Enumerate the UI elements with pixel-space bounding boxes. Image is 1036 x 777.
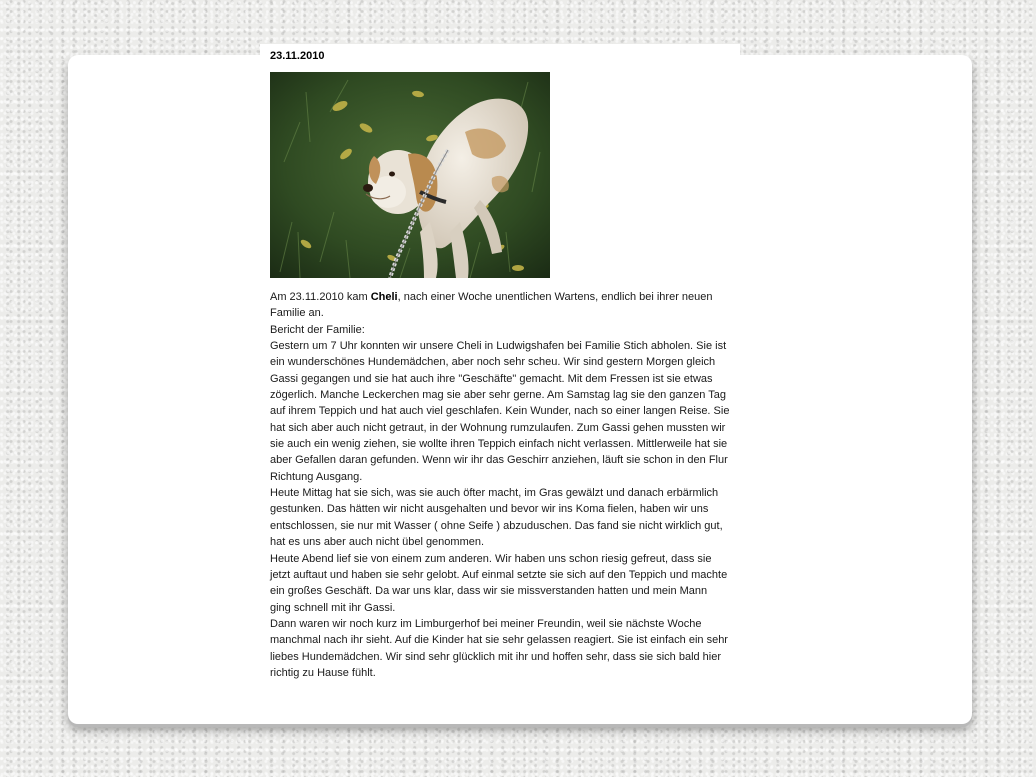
post-body: [270, 289, 730, 681]
report-paragraph: Heute Mittag hat sie sich, was sie auch öfter macht, im Gras gewälzt und danach erbärmlich gestunken. Das hätten wir nicht ausgehalten und bevor wir ins Koma fielen, haben wir uns entschlossen, sie nur mit Wasser ( ohne Seife ) abzuduschen. Das fand sie nicht wirklich gut, hat es uns aber auch nicht übel genommen.: [270, 487, 723, 549]
report-paragraph: Dann waren wir noch kurz im Limburgerhof bei meiner Freundin, weil sie nächste Woche manchmal nach ihr sieht. Auf die Kinder hat sie sehr gelassen reagiert. Sie ist einfach ein sehr liebes Hundemädchen. Wir sind sehr glücklich mit ihr und hoffen sehr, dass sie sich bald hier richtig zu Hause fühlt.: [270, 617, 728, 679]
post-date: 23.11.2010: [270, 50, 325, 62]
dog-name: Cheli: [370, 291, 398, 303]
intro-paragraph: [270, 289, 730, 322]
intro-suffix: , nach einer Woche unentlichen Wartens, endlich bei ihrer neuen Familie an.: [270, 291, 713, 320]
article: [260, 44, 740, 714]
report-heading: Bericht der Familie:: [270, 323, 365, 336]
dog-photo: [270, 72, 550, 278]
report-paragraph: Gestern um 7 Uhr konnten wir unsere Cheli in Ludwigshafen bei Familie Stich abholen. Sie ist ein wunderschönes Hundemädchen, aber noch sehr scheu. Wir sind gestern Morgen gleich Gassi gegangen und sie hat auch ihre "Geschäfte" gemacht. Mit dem Fressen ist sie etwas zögerlich. Manche Leckerchen mag sie aber sehr gerne. Am Samstag lag sie den ganzen Tag auf ihrem Teppich und hat auch viel geschlafen. Kein Wunder, nach so einer langen Reise. Sie hat sich aber auch nicht getraut, in der Wohnung rumzulaufen. Zum Gassi gehen mussten wir sie auch ein wenig ziehen, sie wollte ihren Teppich einfach nicht verlassen. Mittlerweile hat sie aber Gefallen daran gefunden. Wenn wir ihr das Geschirr anziehen, läuft sie schon in den Flur Richtung Ausgang.: [270, 340, 730, 483]
intro-prefix: Am 23.11.2010 kam: [270, 291, 371, 303]
report-paragraph: Heute Abend lief sie von einem zum anderen. Wir haben uns schon riesig gefreut, dass sie jetzt auftaut und haben sie sehr gelobt. Auf einmal setzte sie sich auf den Teppich und machte ein großes Geschäft. Da war uns klar, dass wir sie missverstanden hatten und mein Mann ging schnell mit ihr Gassi.: [270, 552, 728, 614]
